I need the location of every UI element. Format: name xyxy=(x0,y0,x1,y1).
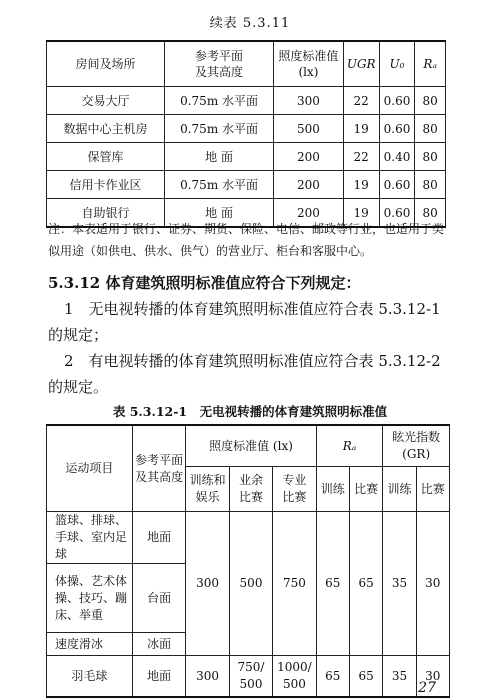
t2-sub-match2: 比赛 xyxy=(416,467,449,512)
t1-cell: 0.60 xyxy=(379,171,415,199)
t2-merged-value: 500 xyxy=(229,512,272,656)
t1-cell: 19 xyxy=(343,171,379,199)
t2-value: 30 xyxy=(416,656,449,698)
table-row xyxy=(47,143,446,171)
t2-header-gr: 眩光指数 (GR) xyxy=(383,425,450,467)
t1-cell: 地 面 xyxy=(165,199,274,228)
table1-note-line1: 注：本表适用于银行、证券、期货、保险、电信、邮政等行业，也适用于类似用 xyxy=(48,222,445,258)
t2-value: 750/ 500 xyxy=(229,656,272,698)
item1-line2: 的规定； xyxy=(48,326,109,344)
table1-caption: 续表 5.3.11 xyxy=(209,16,291,31)
table1-note-line2: 途（如供电、供水、供气）的营业厅、柜台和客服中心。 xyxy=(72,244,373,258)
t2-value: 65 xyxy=(349,656,382,698)
t1-cell: 19 xyxy=(343,115,379,143)
t1-cell: 数据中心主机房 xyxy=(47,115,165,143)
t2-merged-value: 300 xyxy=(186,512,229,656)
t2-plane: 地面 xyxy=(132,656,186,698)
t2-plane: 台面 xyxy=(132,564,186,633)
item2-line2: 的规定。 xyxy=(48,378,109,396)
t2-value: 35 xyxy=(383,656,416,698)
t2-sport: 羽毛球 xyxy=(47,656,133,698)
table-row xyxy=(47,171,446,199)
t1-cell: 自助银行 xyxy=(47,199,165,228)
t1-cell: 0.60 xyxy=(379,87,415,115)
table-row xyxy=(47,512,450,564)
t2-header-plane: 参考平面 及其高度 xyxy=(132,425,186,512)
t1-cell: 交易大厅 xyxy=(47,87,165,115)
t2-sub-train: 训练 xyxy=(316,467,349,512)
t1-header-ugr: UGR xyxy=(343,41,379,87)
t2-merged-value: 30 xyxy=(416,512,449,656)
t1-cell: 0.75m 水平面 xyxy=(165,87,274,115)
t2-sub-amateur: 业余 比赛 xyxy=(229,467,272,512)
section-title: 体育建筑照明标准值应符合下列规定： xyxy=(105,274,361,292)
t2-merged-value: 65 xyxy=(349,512,382,656)
t2-sub-train-ent: 训练和 娱乐 xyxy=(186,467,229,512)
t1-cell: 80 xyxy=(415,171,446,199)
t1-cell: 0.40 xyxy=(379,143,415,171)
t1-header-lux: 照度标准值 (lx) xyxy=(274,41,344,87)
t1-cell: 保管库 xyxy=(47,143,165,171)
table-row xyxy=(47,115,446,143)
t1-header-plane: 参考平面 及其高度 xyxy=(165,41,274,87)
table1 xyxy=(46,40,446,228)
t2-plane: 冰面 xyxy=(132,633,186,656)
page-number: 27 xyxy=(418,680,436,696)
t2-header-sport: 运动项目 xyxy=(47,425,133,512)
t1-header-room-text: 房间及场所 xyxy=(75,57,136,71)
table2 xyxy=(46,424,450,698)
t2-plane: 地面 xyxy=(132,512,186,564)
t1-cell: 0.75m 水平面 xyxy=(165,115,274,143)
t2-header-lux: 照度标准值 (lx) xyxy=(186,425,316,467)
t2-merged-value: 750 xyxy=(273,512,316,656)
t1-cell: 80 xyxy=(415,115,446,143)
t2-value: 1000/ 500 xyxy=(273,656,316,698)
t2-sport: 篮球、排球、手球、室内足球 xyxy=(47,512,133,564)
t1-cell: 0.60 xyxy=(379,199,415,228)
t2-header-ra: Rₐ xyxy=(316,425,383,467)
t1-cell: 22 xyxy=(343,143,379,171)
t1-cell: 200 xyxy=(274,199,344,228)
table2-header-row1 xyxy=(47,425,450,467)
t2-value: 65 xyxy=(316,656,349,698)
table-row xyxy=(47,87,446,115)
t1-cell: 80 xyxy=(415,143,446,171)
t1-cell: 19 xyxy=(343,199,379,228)
t1-cell: 500 xyxy=(274,115,344,143)
t1-cell: 80 xyxy=(415,87,446,115)
table1-header-row xyxy=(47,41,446,87)
t2-value: 300 xyxy=(186,656,229,698)
t2-sport: 速度滑冰 xyxy=(47,633,133,656)
t2-sub-train2: 训练 xyxy=(383,467,416,512)
t1-cell: 0.60 xyxy=(379,115,415,143)
t2-merged-value: 35 xyxy=(383,512,416,656)
t1-cell: 300 xyxy=(274,87,344,115)
t1-cell: 信用卡作业区 xyxy=(47,171,165,199)
table2-caption: 表 5.3.12-1 无电视转播的体育建筑照明标准值 xyxy=(112,404,388,419)
section-heading xyxy=(48,270,450,296)
t2-merged-value: 65 xyxy=(316,512,349,656)
t1-cell: 地 面 xyxy=(165,143,274,171)
t1-cell: 80 xyxy=(415,199,446,228)
item2-line1: 2 有电视转播的体育建筑照明标准值应符合表 5.3.12-2 xyxy=(64,352,441,370)
t2-sub-pro: 专业 比赛 xyxy=(273,467,316,512)
t2-sub-match: 比赛 xyxy=(349,467,382,512)
section-number: 5.3.12 xyxy=(48,274,101,292)
table-row xyxy=(47,656,450,698)
t1-header-room xyxy=(47,41,165,87)
t1-header-u0: U₀ xyxy=(379,41,415,87)
t2-sport: 体操、艺术体操、技巧、蹦床、举重 xyxy=(47,564,133,633)
t1-cell: 200 xyxy=(274,171,344,199)
t1-cell: 0.75m 水平面 xyxy=(165,171,274,199)
item1-line1: 1 无电视转播的体育建筑照明标准值应符合表 5.3.12-1 xyxy=(64,300,441,318)
t1-cell: 200 xyxy=(274,143,344,171)
t1-cell: 22 xyxy=(343,87,379,115)
t1-header-ra: Rₐ xyxy=(415,41,446,87)
